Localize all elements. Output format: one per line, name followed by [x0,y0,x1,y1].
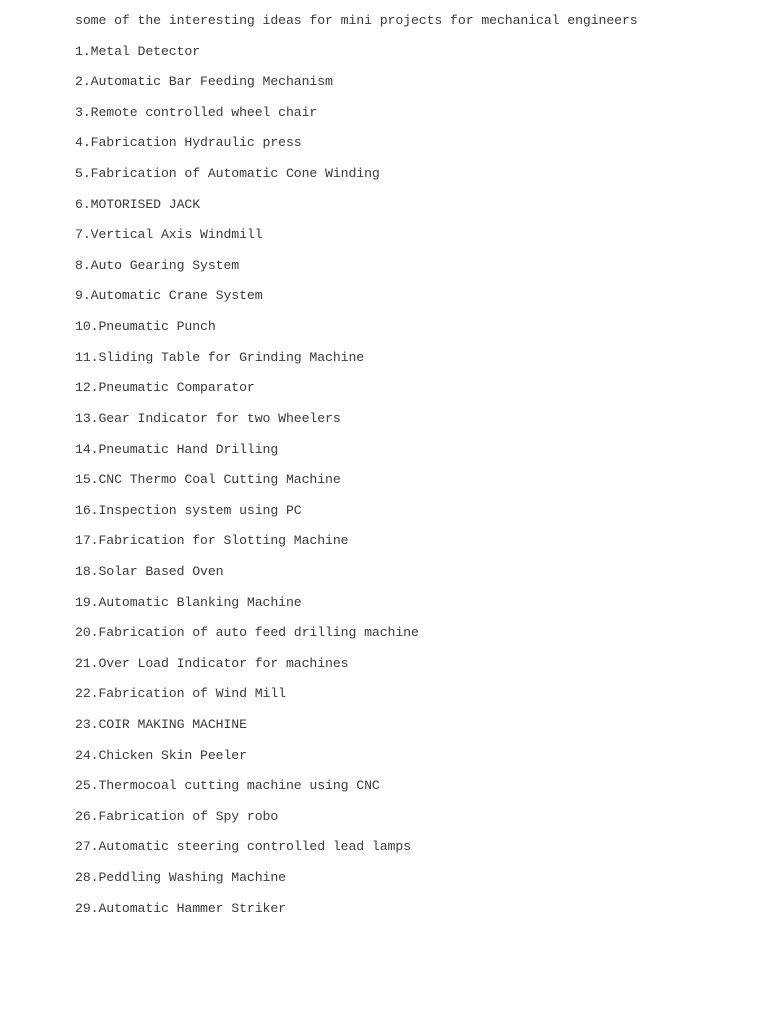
list-item: 28.Peddling Washing Machine [75,870,286,886]
intro-text: some of the interesting ideas for mini projects for mechanical engineers [75,13,638,28]
list-item: 27.Automatic steering controlled lead lamps [75,839,411,855]
list-item: 11.Sliding Table for Grinding Machine [75,349,365,365]
list-item: 22.Fabrication of Wind Mill [75,686,286,702]
list-item: 15.CNC Thermo Coal Cutting Machine [75,472,341,488]
list-item: 20.Fabrication of auto feed drilling machine [75,625,419,641]
list-item: 14.Pneumatic Hand Drilling [75,441,279,457]
list-item: 24.Chicken Skin Peeler [75,747,247,763]
list-item: 16.Inspection system using PC [75,502,302,518]
list-item: 21.Over Load Indicator for machines [75,655,349,671]
list-item: 8.Auto Gearing System [75,257,240,273]
list-item: 17.Fabrication for Slotting Machine [75,533,349,549]
list-item: 5.Fabrication of Automatic Cone Winding [75,166,380,182]
list-item: 26.Fabrication of Spy robo [75,808,279,824]
list-item: 23.COIR MAKING MACHINE [75,717,247,732]
list-item: 9.Automatic Crane System [75,288,263,304]
list-item: 6.MOTORISED JACK [75,196,201,212]
project-list [75,42,748,930]
list-item: 29.Automatic Hammer Striker [75,900,286,916]
list-item: 25.Thermocoal cutting machine using CNC [75,778,380,794]
list-item: 19.Automatic Blanking Machine [75,594,302,610]
list-item: 13.Gear Indicator for two Wheelers [75,410,341,426]
list-item: 2.Automatic Bar Feeding Mechanism [75,74,333,90]
list-item: 1.Metal Detector [75,43,201,59]
list-item: 3.Remote controlled wheel chair [75,104,318,120]
list-item: 4.Fabrication Hydraulic press [75,135,302,151]
list-item: 12.Pneumatic Comparator [75,380,255,396]
document-page [75,11,748,929]
list-item: 7.Vertical Axis Windmill [75,227,263,243]
list-item: 18.Solar Based Oven [75,563,224,579]
list-item: 10.Pneumatic Punch [75,319,216,335]
